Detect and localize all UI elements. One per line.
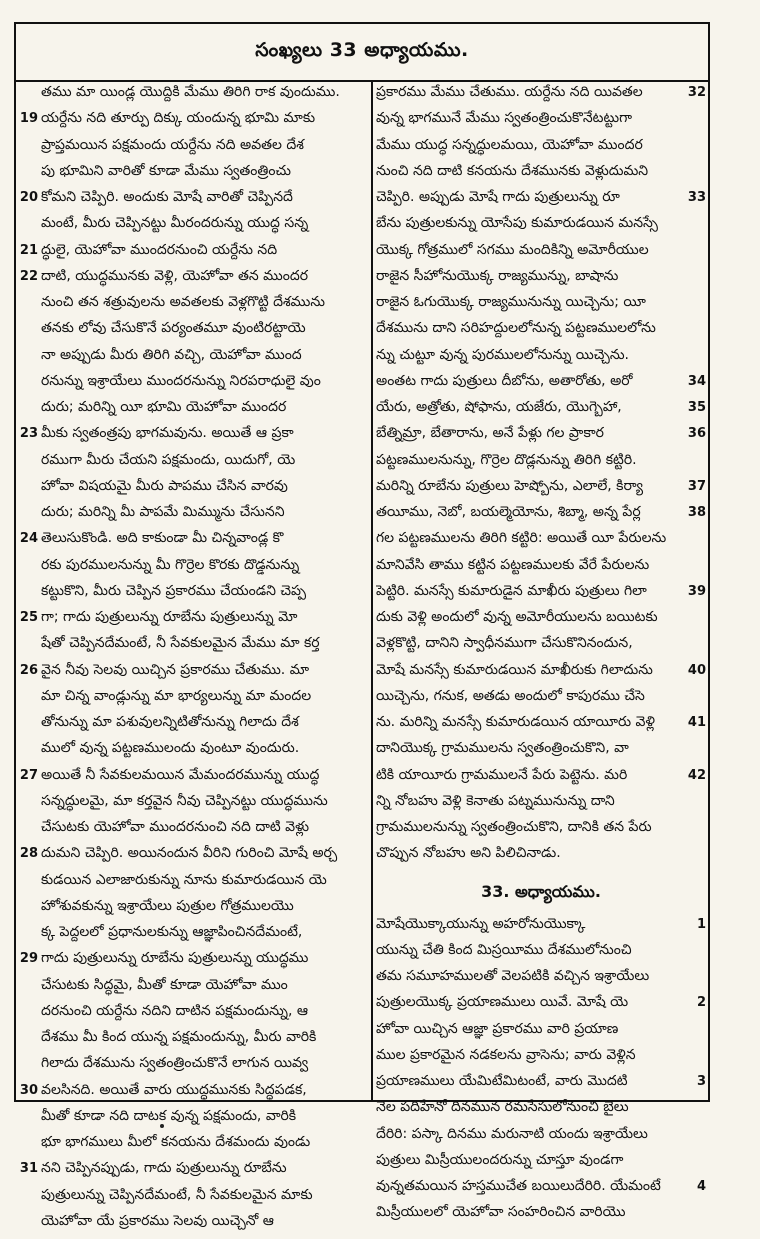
text-line — [376, 1178, 706, 1204]
text-line — [18, 924, 348, 950]
text-line — [376, 84, 706, 110]
line-text: న్ని నోబహు వెళ్లి కెనాతు పట్నమునున్ను దాని — [376, 792, 615, 809]
line-text: చొప్పున నోబహు అని పిలిచినాడు. — [376, 845, 561, 862]
text-line — [376, 1126, 706, 1152]
verse-number: 26 — [19, 662, 38, 678]
text-line — [376, 399, 706, 425]
text-line — [18, 84, 348, 110]
line-text: దురు; మరిన్ని మీ పాపమే మిమ్మును చేసునని — [41, 504, 285, 520]
line-text: సన్నద్ధులమై, మా కర్తవైన నీవు చెప్పినట్టు యుద్ధమును — [41, 792, 328, 809]
text-line — [376, 452, 706, 478]
text-line — [18, 845, 348, 871]
line-text: ప్రాప్తమయిన పక్షమందు యర్దేను నది అవతల దేశ — [41, 136, 304, 153]
text-line — [376, 688, 706, 714]
text-line — [18, 793, 348, 819]
line-text: బేను పుత్రులకున్ను యోసేపు కుమారుడయిన మనస్సే — [376, 215, 658, 232]
verse-number: 34 — [687, 373, 706, 389]
line-text: ములో వున్న పట్టణములందు వుంటూ వుందురు. — [41, 740, 300, 757]
text-line — [18, 425, 348, 451]
text-line — [376, 110, 706, 136]
line-text: నని చెప్పినప్పుడు, గాదు పుత్రులున్ను రూబేను — [41, 1160, 287, 1177]
line-text: కుడయిన ఎలాజారుకున్ను నూను కుమారుడయిన యె — [41, 871, 327, 888]
line-text: ద్ధులై, యెహోవా ముందరనుంచి యర్దేను నది — [41, 241, 278, 258]
verse-number: 23 — [19, 426, 38, 442]
verse-number: 4 — [696, 1179, 706, 1194]
text-line — [18, 1187, 348, 1213]
line-text: గా; గాదు పుత్రులున్ను రూబేను పుత్రులున్ను మో — [41, 609, 298, 625]
line-text: పుత్రులున్ను చెప్పినదేమంటే, నీ సేవకులమైన మాకు — [41, 1186, 313, 1203]
line-text: రకు పురములనున్ను మీ గొర్రెల కొరకు దొడ్డనున్ను — [41, 556, 300, 573]
line-text: చేసుటకు సిద్ధమై, మీతో కూడా యెహోవా ముం — [41, 976, 288, 993]
page-mark — [160, 1124, 164, 1128]
text-line — [18, 1108, 348, 1134]
text-line — [18, 1213, 348, 1239]
line-text: హోవా యిచ్చిన ఆజ్ఞా ప్రకారము వారి ప్రయాణ — [376, 1020, 619, 1037]
text-line — [376, 268, 706, 294]
verse-number: 33 — [687, 190, 706, 205]
text-line — [18, 399, 348, 425]
line-text: షేతో చెప్పినదేమంటే, నీ సేవకులమైన మేము మా కర్త — [41, 635, 320, 652]
line-text: దేరిరి: పస్కా దినము మరునాటి యందు ఇశ్రాయేలు — [376, 1125, 648, 1142]
text-line — [18, 635, 348, 661]
right-column-chapter-text — [376, 916, 706, 1231]
text-line — [18, 740, 348, 766]
line-text: ముల ప్రకారమైన నడకలను వ్రాసెను; వారు వెళ్లిన — [376, 1046, 636, 1063]
text-line — [18, 898, 348, 924]
text-line — [376, 478, 706, 504]
text-line — [376, 583, 706, 609]
text-line — [376, 609, 706, 635]
text-line — [18, 714, 348, 740]
text-line — [18, 950, 348, 976]
verse-number: 29 — [19, 951, 38, 967]
right-column — [376, 84, 706, 1231]
text-line — [376, 294, 706, 320]
line-text: యేరు, అత్రోతు, షోఫాను, యజేరు, యొగ్బెహా, — [376, 399, 622, 415]
line-text: మీతో కూడా నది దాటక వున్న పక్షమందు, వారికి — [41, 1107, 297, 1124]
line-text: దేశము మీ కింద యున్న పక్షమందున్ను, మీరు వారికి — [41, 1029, 317, 1045]
line-text: పుత్రులు మిస్రీయులందరున్ను చూస్తూ వుండగా — [376, 1151, 624, 1168]
text-line — [18, 294, 348, 320]
line-text: తయీము, నెబో, బయల్మెయోను, శిబ్మా, అన్న పేర్ల — [376, 504, 641, 520]
line-text: తమ సమూహములతో వెలపటికి వచ్చిన ఇశ్రాయేలు — [376, 968, 650, 984]
text-line — [18, 662, 348, 688]
text-line — [376, 347, 706, 373]
line-text: యర్దేను నది తూర్పు దిక్కు యందున్న భూమి మాకు — [41, 110, 316, 127]
line-text: పెట్టిరి. మనస్సే కుమారుడైన మాఖీరు పుత్రులు గిలా — [376, 582, 647, 599]
text-line — [376, 793, 706, 819]
line-text: మానివేసి తాము కట్టిన పట్టణములకు వేరే పేరులను — [376, 556, 650, 573]
text-line — [18, 163, 348, 189]
line-text: వలసినది. అయితే వారు యుద్ధమునకు సిద్ధపడక, — [41, 1081, 307, 1098]
text-line — [18, 320, 348, 346]
verse-number: 27 — [19, 767, 38, 783]
line-text: న్ను చుట్టూ వున్న పురములలోనున్ను యిచ్చెను. — [376, 346, 629, 363]
text-line — [18, 819, 348, 845]
text-line — [18, 1003, 348, 1029]
text-line — [376, 767, 706, 793]
verse-number: 39 — [687, 583, 706, 599]
text-line — [376, 1204, 706, 1230]
text-line — [376, 1021, 706, 1047]
line-text: నుంచి నది దాటి కనయను దేశమునకు వెళ్లుదుమని — [376, 162, 649, 179]
verse-number: 41 — [687, 715, 706, 730]
text-line — [376, 819, 706, 845]
text-line — [18, 110, 348, 136]
text-line — [376, 137, 706, 163]
text-line — [18, 557, 348, 583]
text-line — [18, 452, 348, 478]
verse-number: 40 — [687, 662, 706, 678]
text-line — [18, 268, 348, 294]
verse-number: 1 — [696, 916, 706, 932]
line-text: రముగా మీరు చేయని పక్షమందు, యిదుగో, యె — [41, 451, 296, 468]
line-text: తము మా యిండ్ల యొద్దికి మేము తిరిగి రాక వుందుము. — [41, 84, 340, 100]
line-text: బేత్నిమ్రా, బేతారాను, అనే పేళ్లు గల ప్రాకార — [376, 425, 604, 442]
line-text: కోమని చెప్పిరి. అందుకు మోషే వారితో చెప్పినదే — [41, 189, 293, 205]
line-text: పట్టణములనున్ను, గొర్రెల దొడ్లనున్ను తిరిగి కట్టిరి. — [376, 451, 637, 468]
text-line — [18, 583, 348, 609]
line-text: చెప్పిరి. అప్పుడు మోషే గాదు పుత్రులున్ను రూ — [376, 189, 620, 205]
line-text: దేశమును దాని సరిహద్దులలోనున్న పట్టణములలోను — [376, 320, 656, 337]
line-text: యొక్క గోత్రములో సగము మందికిన్ని అమోరీయుల — [376, 241, 649, 258]
verse-number: 36 — [687, 426, 706, 442]
line-text: మేము యుద్ధ సన్నద్ధులమయి, యెహోవా ముందర — [376, 136, 643, 153]
text-line — [376, 942, 706, 968]
line-text: దుమని చెప్పిరి. అయినందున వీరిని గురించి మోషే అర్చ — [41, 845, 338, 862]
verse-number: 2 — [696, 995, 706, 1011]
verse-number: 22 — [19, 268, 38, 284]
line-text: నుంచి తన శత్రువులను అవతలకు వెళ్లగొట్టి దేశమును — [41, 294, 326, 310]
text-line — [376, 714, 706, 740]
column-divider — [371, 80, 373, 1100]
line-text: మంటే, మీరు చెప్పినట్టు మీరందరున్ను యుద్ధ సన్న — [41, 215, 309, 232]
line-text: దుకు వెళ్లి అందులో వున్న అమోరీయులను బయిటకు — [376, 609, 658, 625]
line-text: మరిన్ని రూబేను పుత్రులు హెష్బోను, ఎలాలే, కిర్యా — [376, 477, 644, 494]
line-text: హోశువకున్ను ఇశ్రాయేలు పుత్రుల గోత్రములయొ — [41, 897, 294, 914]
text-line — [18, 609, 348, 635]
verse-number: 35 — [687, 400, 706, 415]
line-text: తనకు లోవు చేసుకొనే పర్యంతమూ వుంటిరట్టాయె — [41, 320, 306, 337]
text-line — [376, 373, 706, 399]
text-line — [376, 242, 706, 268]
verse-number: 31 — [19, 1161, 38, 1177]
verse-number: 20 — [19, 190, 38, 205]
verse-number: 28 — [19, 846, 38, 862]
text-line — [18, 767, 348, 793]
text-line — [376, 425, 706, 451]
text-line — [376, 1099, 706, 1125]
verse-number: 37 — [687, 478, 706, 494]
verse-number: 38 — [687, 505, 706, 520]
line-text: మోషే మనస్సే కుమారుడయిన మాఖీరుకు గిలాదును — [376, 661, 653, 678]
line-text: దాటి, యుద్ధమునకు వెళ్లి, యెహోవా తన ముందర — [41, 267, 309, 284]
line-text: యిచ్చెను, గనుక, అతడు అందులో కాపురము చేసె — [376, 687, 645, 704]
line-text: భూ భాగములు మీలో కనయను దేశమందు వుండు — [41, 1134, 311, 1150]
text-line — [376, 740, 706, 766]
text-line — [376, 320, 706, 346]
line-text: ను. మరిన్ని మనస్సే కుమారుడయిన యాయీరు వెళ్లి — [376, 714, 655, 730]
verse-number: 24 — [19, 531, 38, 547]
text-line — [18, 1029, 348, 1055]
verse-number: 42 — [687, 767, 706, 783]
text-line — [376, 163, 706, 189]
line-text: దురు; మరిన్ని యీ భూమి యెహోవా ముందర — [41, 399, 287, 415]
page-title: సంఖ్యలు 33 అధ్యాయము. — [255, 38, 469, 61]
line-text: వున్నతమయిన హస్తముచేత బయిలుదేరిరి. యేమంటే — [376, 1178, 661, 1194]
line-text: తెలుసుకొండి. అది కాకుండా మీ చిన్నవాండ్ల కొ — [41, 530, 284, 547]
line-text: పుత్రులయొక్క ప్రయాణములు యివే. మోషే యె — [376, 994, 629, 1011]
line-text: కట్టుకొని, మీరు చెప్పిన ప్రకారము చేయండని చెప్ప — [41, 582, 307, 599]
line-text: దానియొక్క గ్రామములను స్వతంత్రించుకొని, వా — [376, 740, 629, 757]
text-line — [376, 1152, 706, 1178]
line-text: పు భూమిని వారితో కూడా మేము స్వతంత్రించు — [41, 162, 291, 179]
text-line — [376, 845, 706, 871]
line-text: క్క పెద్దలలో ప్రధానులకున్ను ఆజ్ఞాపించినదేమంటే, — [41, 924, 303, 940]
text-line — [376, 662, 706, 688]
text-line — [376, 530, 706, 556]
line-text: మిస్రీయులలో యెహోవా సంహరించిన వారియొ — [376, 1204, 626, 1221]
verse-number: 21 — [19, 242, 38, 258]
text-line — [18, 478, 348, 504]
line-text: గిలాదు దేశమును స్వతంత్రించుకొనే లాగున యివ్వ — [41, 1055, 309, 1072]
text-line — [18, 137, 348, 163]
line-text: గ్రామములనున్ను స్వతంత్రించుకొని, దానికి తన పేరు — [376, 819, 652, 835]
line-text: అంతట గాదు పుత్రులు దీబోను, అతారోతు, అరో — [376, 372, 633, 389]
line-text: రాజైన సీహోనుయొక్క రాజ్యమున్ను, బాషాను — [376, 267, 619, 284]
text-line — [376, 635, 706, 661]
text-line — [18, 1055, 348, 1081]
line-text: హోవా విషయమై మీరు పాపము చేసిన వారవు — [41, 477, 288, 494]
text-line — [376, 916, 706, 942]
page-header — [16, 24, 708, 82]
text-line — [18, 373, 348, 399]
verse-number: 19 — [19, 111, 38, 127]
text-line — [376, 504, 706, 530]
line-text: దరనుంచి యర్దేను నదిని దాటిన పక్షమందున్ను, ఆ — [41, 1002, 309, 1019]
page-frame — [14, 22, 710, 1229]
text-line — [376, 557, 706, 583]
text-line — [18, 242, 348, 268]
text-line — [376, 1047, 706, 1073]
line-text: యెహోవా యే ప్రకారము సెలవు యిచ్చెనో ఆ — [41, 1212, 274, 1229]
right-column-top-text — [376, 84, 706, 872]
line-text: అయితే నీ సేవకులమయిన మేమందరమున్ను యుద్ధ — [41, 766, 320, 783]
line-text: ప్రకారము మేము చేతుము. యర్దేను నది యివతల — [376, 84, 643, 100]
line-text: రనున్ను ఇశ్రాయేలు ముందరనున్ను నిరపరాధులై వుం — [41, 372, 321, 389]
line-text: మోషేయొక్కాయున్ను అహరోనుయొక్కా — [376, 915, 586, 932]
text-line — [18, 189, 348, 215]
text-line — [18, 1134, 348, 1160]
text-line — [376, 215, 706, 241]
line-text: గాదు పుత్రులున్ను రూబేను పుత్రులున్ను యుద్ధము — [41, 950, 309, 967]
line-text: తోనున్ను మా పశువులన్నిటితోనున్ను గిలాదు దేశ — [41, 714, 299, 730]
text-line — [376, 1073, 706, 1099]
line-text: గల పట్టణములను తిరిగి కట్టిరి: అయితే యీ పేరులను — [376, 530, 667, 547]
text-line — [18, 347, 348, 373]
text-line — [18, 1082, 348, 1108]
line-text: వున్న భాగమునే మేము స్వతంత్రించుకొనేటట్టుగా — [376, 110, 633, 127]
line-text: నెల పదిహేనో దినమున రమసేసులోనుంచి బైలు — [376, 1099, 629, 1116]
text-line — [18, 872, 348, 898]
line-text: మా చిన్న వాండ్లున్ను మా భార్యలున్ను మా మందల — [41, 687, 312, 704]
verse-number: 3 — [696, 1074, 706, 1089]
text-line — [18, 504, 348, 530]
line-text: ప్రయాణములు యేమిటేమిటంటే, వారు మొదటి — [376, 1073, 628, 1089]
line-text: మీకు స్వతంత్రపు భాగమవును. అయితే ఆ ప్రకా — [41, 425, 294, 442]
text-line — [18, 977, 348, 1003]
left-column — [18, 84, 348, 1239]
verse-number: 32 — [687, 85, 706, 100]
text-line — [18, 1160, 348, 1186]
chapter-heading-text: 33. అధ్యాయము. — [481, 882, 601, 901]
verse-number: 30 — [19, 1082, 38, 1098]
chapter-heading — [376, 872, 706, 916]
line-text: వెళ్లకొట్టి, దానిని స్వాధీనముగా చేసుకొనినందున, — [376, 635, 633, 652]
line-text: రాజైన ఓగుయొక్క రాజ్యమునున్ను యిచ్చెను; యీ — [376, 294, 646, 310]
verse-number: 25 — [19, 610, 38, 625]
line-text: టికి యాయీరు గ్రామములనే పేరు పెట్టెను. మరి — [376, 766, 628, 783]
text-line — [18, 688, 348, 714]
line-text: యున్ను చేతి కింద మిస్రయీము దేశములోనుంచి — [376, 941, 632, 958]
line-text: వైన నీవు సెలవు యిచ్చిన ప్రకారము చేతుము. మా — [41, 661, 310, 678]
text-line — [18, 215, 348, 241]
text-line — [376, 968, 706, 994]
line-text: నా అప్పుడు మీరు తిరిగి వచ్చి, యెహోవా ముంద — [41, 346, 302, 363]
line-text: చేసుటకు యెహోవా ముందరనుంచి నది దాటి వెళ్లు — [41, 819, 310, 835]
text-line — [376, 189, 706, 215]
text-line — [376, 994, 706, 1020]
text-line — [18, 530, 348, 556]
